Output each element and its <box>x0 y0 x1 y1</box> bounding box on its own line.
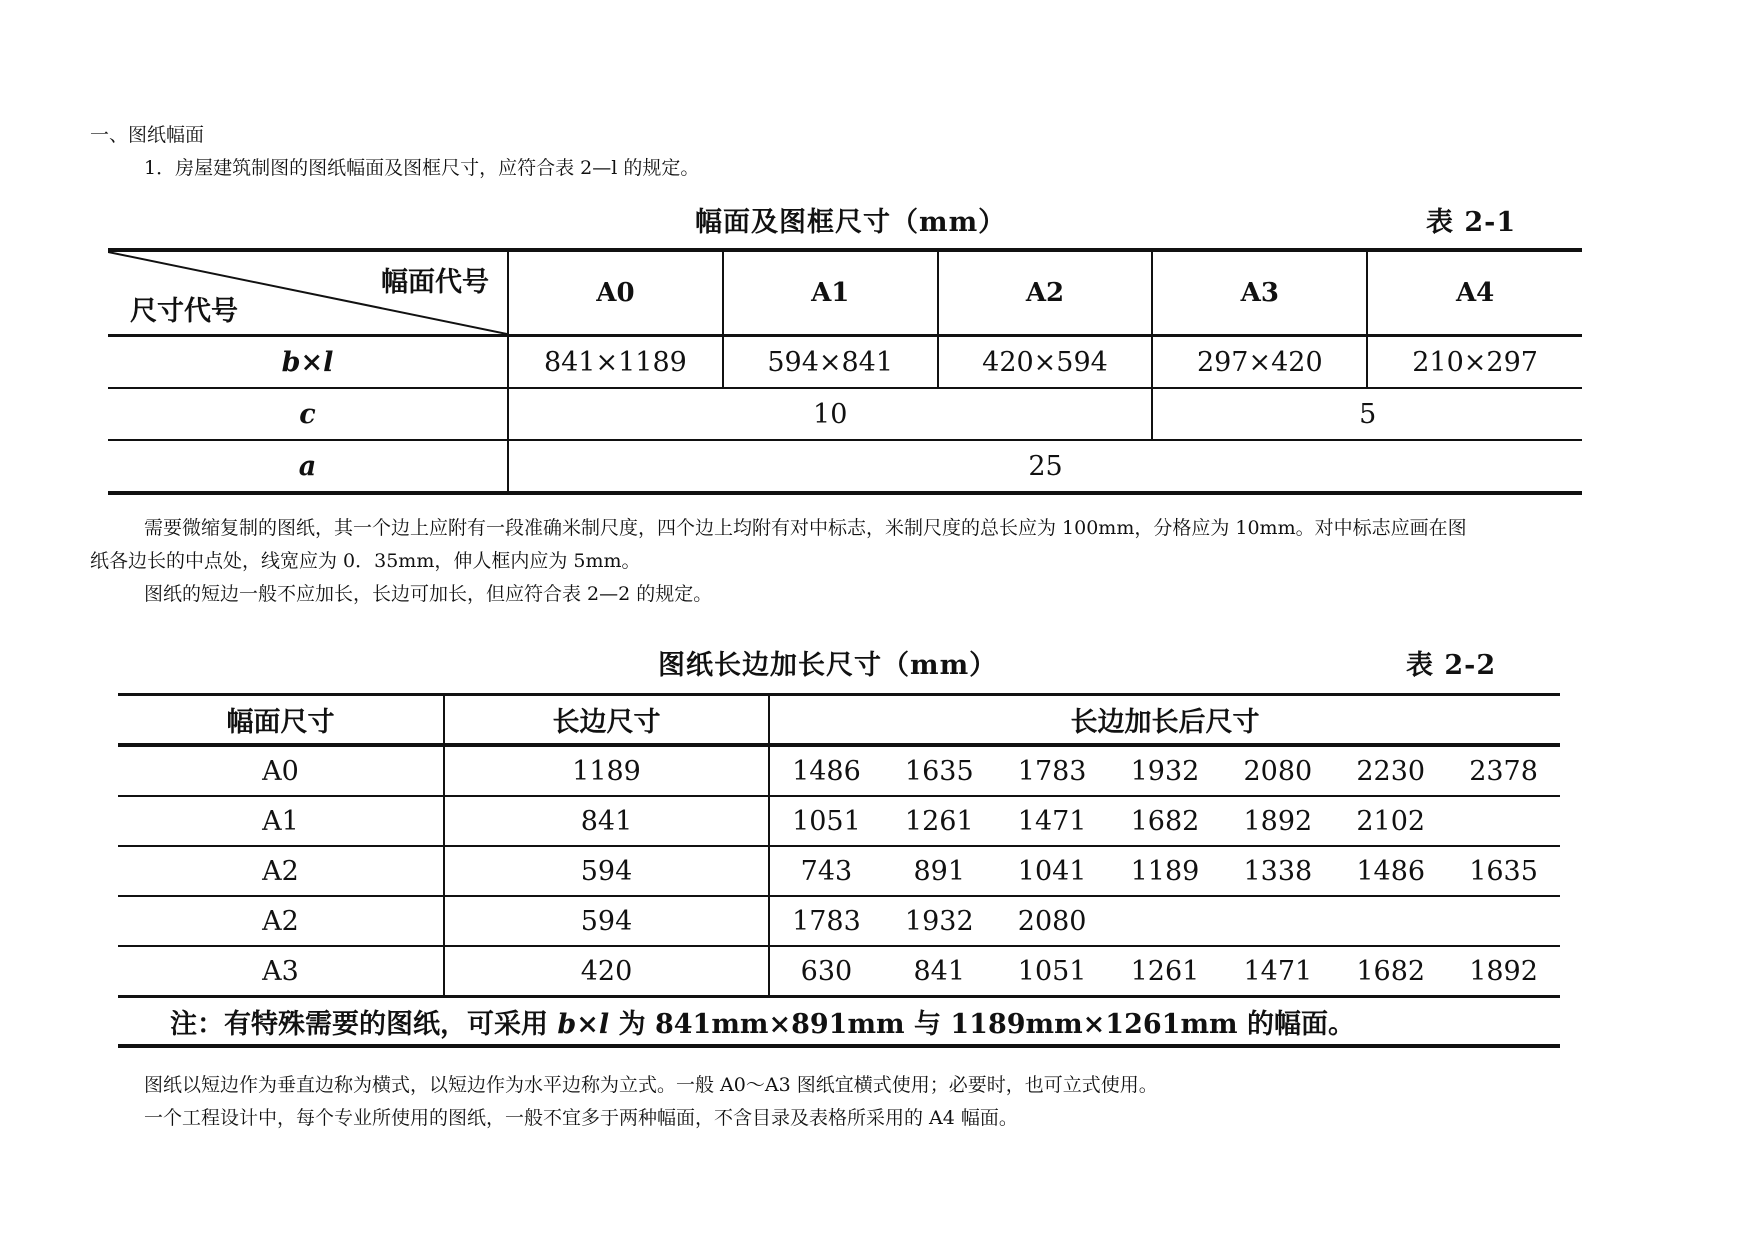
table2-ext-cell: 1486 <box>1356 855 1426 887</box>
table2-header-extended: 长边加长后尺寸 <box>769 695 1560 746</box>
table2-ext-cell: 1635 <box>1469 855 1538 887</box>
table2-ext-cell: 2080 <box>1243 755 1313 787</box>
table2-ext-cell: 2080 <box>1017 905 1087 937</box>
table2-title: 图纸长边加长尺寸（mm） <box>658 650 998 681</box>
table2-ext-cell: 743 <box>800 855 853 887</box>
table2-ext-cell: 1051 <box>1017 955 1087 987</box>
table1-col-a2: A2 <box>938 250 1153 336</box>
table2-size-cell: A2 <box>118 896 444 946</box>
paragraph-table-reference: 1．房屋建筑制图的图纸幅面及图框尺寸，应符合表 2—l 的规定。 <box>144 157 700 179</box>
table2-ext-cell: 1892 <box>1469 955 1538 987</box>
table2-ext-cell: 2378 <box>1469 755 1538 787</box>
table1-col-a4: A4 <box>1367 250 1582 336</box>
table2-ext-cell: 1051 <box>792 805 861 837</box>
table2-note-prefix: 注：有特殊需要的图纸，可采用 <box>170 1008 558 1040</box>
table2-size-cell: A2 <box>118 846 444 896</box>
table-row <box>118 896 1560 946</box>
table2-ext-cell <box>1334 906 1447 937</box>
table2 <box>118 693 1560 1048</box>
table2-ext-cell: 1635 <box>904 755 974 787</box>
table1-cell: 297×420 <box>1152 336 1367 389</box>
table-row <box>118 745 1560 796</box>
paragraph-orientation: 图纸以短边作为垂直边称为横式，以短边作为水平边称为立式。一般 A0～A3 图纸宜横式使用；必要时，也可立式使用。 <box>144 1074 1158 1096</box>
table2-ext-cell: 1783 <box>792 905 861 937</box>
table2-ext-cell: 2102 <box>1356 805 1426 837</box>
table1-number: 表 2-1 <box>1426 207 1517 238</box>
table1-corner-bottom: 尺寸代号 <box>130 296 238 327</box>
table-row <box>118 846 1560 896</box>
table1-cell: 420×594 <box>938 336 1153 389</box>
table2-ext-cell: 1486 <box>792 755 861 787</box>
paragraph-lengthening: 图纸的短边一般不应加长，长边可加长，但应符合表 2—2 的规定。 <box>144 583 713 605</box>
table2-number: 表 2-2 <box>1406 650 1497 681</box>
table2-ext-cell <box>1447 806 1560 837</box>
table2-ext-cell: 891 <box>913 855 966 887</box>
table2-ext-cell: 1682 <box>1356 955 1426 987</box>
table2-ext-cell: 630 <box>800 955 853 987</box>
table2-ext-cell: 1783 <box>1017 755 1087 787</box>
table2-ext-cell: 1041 <box>1017 855 1087 887</box>
table2-ext-cell: 1261 <box>1130 955 1200 987</box>
table1-col-a1: A1 <box>723 250 938 336</box>
table2-ext-cell: 1338 <box>1243 855 1313 887</box>
table2-header-long: 长边尺寸 <box>444 695 769 746</box>
table2-ext-cell: 1471 <box>1017 805 1087 837</box>
table2-long-cell: 1189 <box>444 745 769 796</box>
paragraph-formats-limit: 一个工程设计中，每个专业所使用的图纸，一般不宜多于两种幅面，不含目录及表格所采用的 A4 幅面。 <box>144 1107 1018 1129</box>
table1-corner-top: 幅面代号 <box>381 267 489 298</box>
table2-ext-cell <box>1221 906 1334 937</box>
table2-ext-cell: 1892 <box>1243 805 1313 837</box>
table2-long-cell: 594 <box>444 896 769 946</box>
table2-ext-cell: 1932 <box>1130 755 1200 787</box>
table2-ext-cell <box>1447 906 1560 937</box>
table2-long-cell: 841 <box>444 796 769 846</box>
table1-cell: 841×1189 <box>508 336 723 389</box>
table2-size-cell: A1 <box>118 796 444 846</box>
table1-corner-cell <box>108 250 508 336</box>
paragraph-microfilm-line1: 需要微缩复制的图纸，其一个边上应附有一段准确米制尺度，四个边上均附有对中标志，米制尺度的总长应为 100mm，分格应为 10mm。对中标志应画在图 <box>144 517 1467 539</box>
table2-size-cell: A3 <box>118 946 444 997</box>
table-row <box>118 796 1560 846</box>
table2-ext-cell: 1189 <box>1130 855 1200 887</box>
table2-ext-cell: 2230 <box>1356 755 1426 787</box>
table1-col-a3: A3 <box>1152 250 1367 336</box>
table2-ext-cell: 841 <box>913 955 966 987</box>
table1 <box>108 248 1582 495</box>
table1-cell: 25 <box>508 440 1582 493</box>
section-heading: 一、图纸幅面 <box>90 124 205 146</box>
table2-ext-cell: 1682 <box>1130 805 1200 837</box>
table2-ext-cell: 1261 <box>904 805 974 837</box>
table2-long-cell: 420 <box>444 946 769 997</box>
table2-ext-cell: 1471 <box>1243 955 1313 987</box>
table1-row-label-c: c <box>108 388 508 440</box>
table2-note <box>118 997 1560 1047</box>
table2-size-cell: A0 <box>118 745 444 796</box>
paragraph-microfilm-line2: 纸各边长的中点处，线宽应为 0．35mm，伸人框内应为 5mm。 <box>90 550 641 572</box>
table1-cell: 210×297 <box>1367 336 1582 389</box>
table2-ext-cell: 1932 <box>904 905 974 937</box>
table2-note-suffix: 为 841mm×891mm 与 1189mm×1261mm 的幅面。 <box>609 1008 1355 1040</box>
table1-title: 幅面及图框尺寸（mm） <box>695 207 1007 238</box>
table1-cell: 10 <box>508 388 1152 440</box>
table2-note-bl: b×l <box>557 1008 610 1040</box>
table1-row-label-bl: b×l <box>108 336 508 389</box>
table1-row-label-a: a <box>298 450 317 482</box>
table2-header-size: 幅面尺寸 <box>118 695 444 746</box>
table2-long-cell: 594 <box>444 846 769 896</box>
table-row <box>118 946 1560 997</box>
table1-cell: 594×841 <box>723 336 938 389</box>
table2-ext-cell <box>1109 906 1222 937</box>
table1-col-a0: A0 <box>508 250 723 336</box>
table1-cell: 5 <box>1152 388 1582 440</box>
